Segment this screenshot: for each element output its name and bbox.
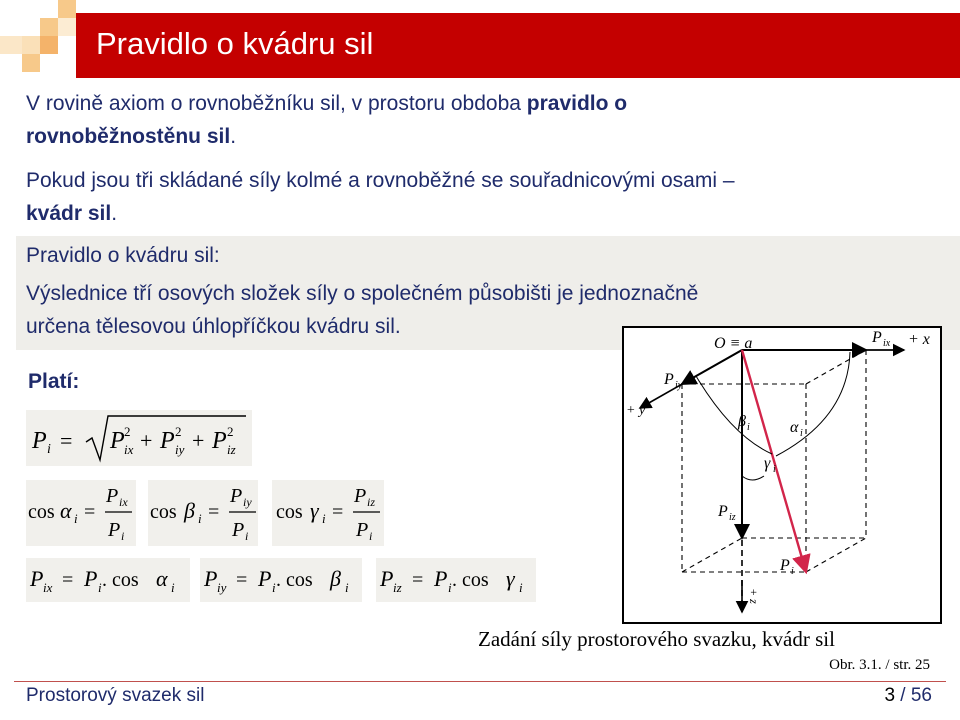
fm-iz: iz	[227, 442, 236, 457]
fcb-beta: β	[184, 498, 195, 523]
force-box-figure	[622, 326, 942, 624]
fpz-p: P	[380, 566, 394, 591]
fca-den-i: i	[121, 529, 125, 543]
fm-iy: iy	[175, 442, 185, 457]
fig-piz-sub: iz	[729, 512, 736, 523]
fpz-pi: P	[434, 566, 448, 591]
decor-square-1	[58, 0, 76, 18]
fm-sq1: 2	[124, 424, 131, 439]
fm-sq3: 2	[227, 424, 234, 439]
fm-piy: P	[160, 428, 175, 454]
figure-caption: Zadání síly prostorového svazku, kvádr sil	[478, 627, 835, 651]
formula-piz	[376, 558, 536, 602]
fig-gamma: γ	[764, 455, 771, 472]
fig-beta-i: i	[747, 422, 750, 433]
fcb-num-p: P	[230, 485, 243, 507]
fcg-i: i	[322, 511, 326, 526]
fig-beta: β	[738, 413, 746, 430]
fm-plus2: +	[192, 428, 205, 453]
formula-magnitude-box	[26, 410, 252, 466]
fpz-cos: . cos	[452, 569, 489, 591]
fcg-den-i: i	[369, 529, 373, 543]
fpy-cos: . cos	[276, 569, 313, 591]
fcg-den-p: P	[356, 519, 369, 541]
rule-title: Pravidlo o kvádru sil:	[26, 244, 220, 267]
paragraph-2-text: Pokud jsou tři skládané síly kolmé a rovnoběžné se souřadnicovými osami –	[26, 169, 735, 192]
paragraph-1	[26, 87, 926, 153]
fcb-den-i: i	[245, 529, 249, 543]
rule-line-1: Výslednice tří osových složek síly o společném působišti je jednoznačně	[26, 282, 699, 305]
fpx-pi: P	[84, 566, 98, 591]
fm-pix: P	[110, 428, 125, 454]
page-number	[884, 685, 932, 707]
total-pages: 56	[910, 685, 932, 706]
formula-pix-box	[26, 558, 190, 602]
fig-piy-sub: iy	[675, 380, 683, 391]
current-page: 3	[884, 685, 896, 706]
page-separator: /	[895, 685, 911, 706]
fm-p: P	[32, 428, 47, 454]
fig-origin: O ≡ a	[714, 335, 753, 352]
fpy-eq: =	[236, 569, 248, 591]
formula-piy	[200, 558, 362, 602]
fig-piy: P	[664, 371, 674, 388]
fpy-p: P	[204, 566, 218, 591]
fm-plus1: +	[140, 428, 153, 453]
fcb-num-iy: iy	[243, 495, 252, 509]
fpx-eq: =	[62, 569, 74, 591]
paragraph-1-text: V rovině axiom o rovnoběžníku sil, v prostoru obdoba	[26, 92, 527, 115]
decor-square-3	[22, 36, 40, 54]
fca-num-ix: ix	[119, 495, 128, 509]
fcg-eq: =	[332, 501, 344, 523]
paragraph-1-end: .	[230, 125, 237, 148]
paragraph-2	[26, 164, 946, 230]
formula-cos-beta	[148, 480, 258, 546]
fpx-alpha: α	[156, 566, 168, 591]
slide-title: Pravidlo o kvádru sil	[96, 26, 374, 61]
fca-den-p: P	[108, 519, 121, 541]
fpx-ai: i	[171, 580, 175, 595]
fm-ix: ix	[124, 442, 134, 457]
paragraph-1-bold-b: rovnoběžnostěnu sil	[26, 125, 231, 148]
fcb-eq: =	[208, 501, 220, 523]
formula-piz-box	[376, 558, 536, 602]
fpz-eq: =	[412, 569, 424, 591]
fm-sq2: 2	[175, 424, 182, 439]
decor-square-7	[58, 18, 76, 36]
force-box-diagram	[622, 326, 942, 624]
fcg-num-iz: iz	[367, 495, 376, 509]
fpz-gamma: γ	[506, 566, 515, 591]
fig-alpha-i: i	[800, 428, 803, 439]
paragraph-2-bold: kvádr sil	[26, 202, 112, 225]
fig-pix: P	[872, 329, 882, 346]
fca-cos: cos	[28, 501, 55, 523]
fig-plus-y: + y	[626, 403, 646, 418]
fm-eq: =	[60, 428, 73, 453]
fca-eq: =	[84, 501, 96, 523]
fpz-gi: i	[519, 580, 523, 595]
fpx-cos: . cos	[102, 569, 139, 591]
fig-gamma-i: i	[773, 464, 776, 475]
fcg-num-p: P	[354, 485, 367, 507]
fcb-cos: cos	[150, 501, 177, 523]
formula-cos-beta-box	[148, 480, 258, 546]
fca-i: i	[74, 511, 78, 526]
fpx-ix: ix	[43, 580, 53, 595]
decor-square-6	[22, 54, 40, 72]
formula-cos-alpha	[26, 480, 136, 546]
footer-divider	[14, 681, 946, 682]
paragraph-2-end: .	[111, 202, 118, 225]
fca-alpha: α	[60, 498, 72, 523]
fcg-cos: cos	[276, 501, 303, 523]
figure-reference: Obr. 3.1. / str. 25	[829, 657, 930, 673]
decor-square-5	[0, 36, 22, 54]
decor-square-4	[40, 36, 58, 54]
paragraph-1-bold-a: pravidlo o	[526, 92, 628, 115]
fcg-gamma: γ	[310, 498, 319, 523]
formula-pix	[26, 558, 190, 602]
fig-plus-z: + z	[747, 588, 761, 604]
fcb-i: i	[198, 511, 202, 526]
fm-sub-i: i	[47, 442, 51, 457]
fig-piz: P	[718, 503, 728, 520]
fpy-i: i	[272, 580, 276, 595]
fpz-iz: iz	[393, 580, 402, 595]
fpy-pi: P	[258, 566, 272, 591]
plati-label: Platí:	[28, 370, 80, 393]
fpz-i: i	[448, 580, 452, 595]
formula-magnitude	[26, 410, 252, 466]
fig-pi: P	[780, 557, 790, 574]
fcb-den-p: P	[232, 519, 245, 541]
fig-pi-sub: i	[791, 566, 794, 577]
fpx-i: i	[98, 580, 102, 595]
rule-line-2: určena tělesovou úhlopříčkou kvádru sil.	[26, 315, 401, 338]
fca-num-p: P	[106, 485, 119, 507]
fpy-beta: β	[330, 566, 341, 591]
fpy-bi: i	[345, 580, 349, 595]
formula-cos-gamma-box	[272, 480, 384, 546]
fpx-p: P	[30, 566, 44, 591]
decor-square-2	[40, 18, 58, 36]
fig-plus-x: + x	[908, 331, 930, 348]
fm-piz: P	[212, 428, 227, 454]
fig-alpha: α	[790, 419, 799, 436]
fpy-iy: iy	[217, 580, 227, 595]
footer-title: Prostorový svazek sil	[26, 685, 205, 706]
formula-piy-box	[200, 558, 362, 602]
fig-pix-sub: ix	[883, 338, 891, 349]
formula-cos-gamma	[272, 480, 384, 546]
formula-cos-alpha-box	[26, 480, 136, 546]
